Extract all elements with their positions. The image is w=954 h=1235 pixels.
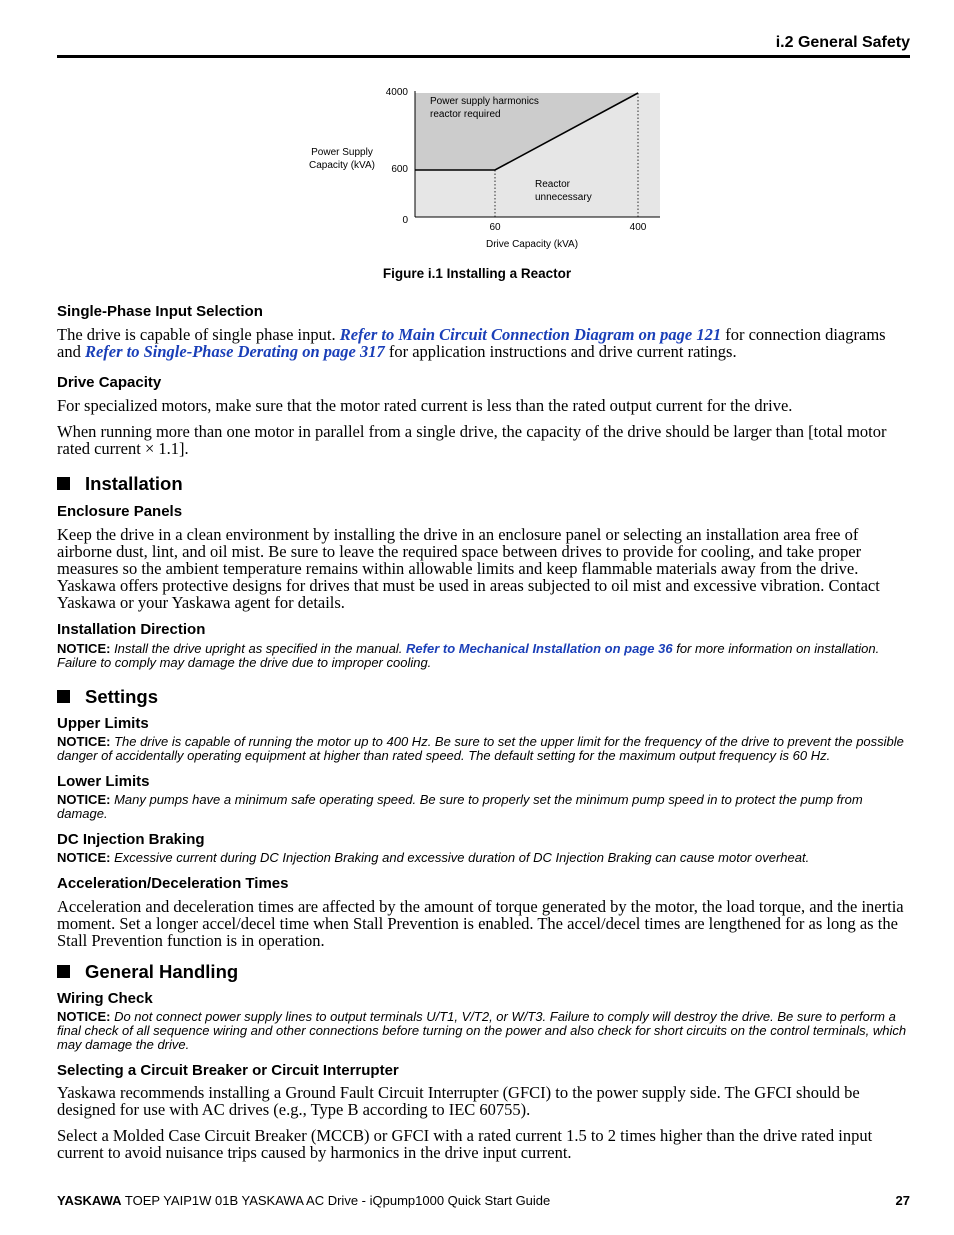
heading-drive-capacity: Drive Capacity: [57, 374, 162, 391]
notice-wiring-check: [57, 1010, 910, 1052]
text-run: Excessive current during DC Injection Braking and excessive duration of DC Injection Braking can cause motor overheat.: [110, 850, 810, 865]
heading-enclosure-panels: Enclosure Panels: [57, 503, 183, 520]
heading-settings-label: Settings: [85, 686, 158, 707]
link-mechanical-installation[interactable]: Refer to Mechanical Installation on page 36: [406, 641, 673, 656]
text-run: Do not connect power supply lines to output terminals U/T1, V/T2, or W/T3. Failure to comply will destroy the drive. Be sure to perform a final check of all sequence wiring and other connections before turning on the power and also check for short circuits on the control terminals, which may damage the drive.: [57, 1009, 907, 1052]
heading-wiring-check: Wiring Check: [57, 990, 153, 1007]
y-axis-label: Power Supply: [311, 147, 373, 158]
text-run: Install the drive upright as specified in the manual.: [110, 641, 407, 656]
heading-circuit-breaker: Selecting a Circuit Breaker or Circuit Interrupter: [57, 1062, 399, 1079]
y-tick-label: 600: [391, 164, 408, 175]
page-footer: [57, 1193, 910, 1208]
section-bullet-icon: [57, 477, 70, 490]
region-label-required: Power supply harmonics: [430, 96, 539, 107]
footer-brand: YASKAWA: [57, 1193, 122, 1208]
heading-lower-limits: Lower Limits: [57, 773, 150, 790]
page-number: 27: [895, 1193, 910, 1208]
section-bullet-icon: [57, 690, 70, 703]
paragraph-breaker-2: Select a Molded Case Circuit Breaker (MCCB) or GFCI with a rated current 1.5 to 2 times higher than the drive rated input current to avoid nuisance trips caused by harmonics in the drive input current.: [57, 1126, 873, 1162]
paragraph-breaker-1: Yaskawa recommends installing a Ground Fault Circuit Interrupter (GFCI) to the power supply side. The GFCI should be designed for use with AC drives (e.g., Type B according to IEC 60755).: [57, 1083, 860, 1119]
text-run: The drive is capable of single phase input.: [57, 325, 340, 344]
reactor-chart-svg: [290, 85, 680, 255]
section-title: i.2 General Safety: [775, 34, 910, 51]
heading-installation: [57, 473, 910, 495]
heading-settings: [57, 686, 910, 708]
y-axis-label: Capacity (kVA): [309, 160, 375, 171]
text-run: Many pumps have a minimum safe operating speed. Be sure to properly set the minimum pump speed in to protect the pump from damage.: [57, 792, 863, 821]
y-tick-label: 4000: [385, 87, 408, 98]
notice-label: NOTICE:: [57, 641, 111, 656]
paragraph-single-phase: [57, 326, 910, 360]
link-main-circuit-diagram[interactable]: Refer to Main Circuit Connection Diagram on page 121: [339, 325, 722, 344]
heading-single-phase: Single-Phase Input Selection: [57, 303, 263, 320]
heading-general-handling: [57, 961, 910, 983]
text-run: for connection diagrams and: [57, 325, 886, 361]
paragraph-accel-decel: Acceleration and deceleration times are affected by the amount of torque generated by the motor, the load torque, and the inertia moment. Set a longer accel/decel time when Stall Prevention is enabled. The accel/decel times are lengthened for as long as the Stall Prevention function is in operation.: [57, 897, 904, 950]
heading-general-handling-label: General Handling: [85, 961, 239, 982]
notice-installation-direction: [57, 642, 910, 670]
text-run: The drive is capable of running the motor up to 400 Hz. Be sure to set the upper limit for the frequency of the drive to prevent the possible danger of accidentally operating equipment at higher than rated speed. The default setting for the maximum output frequency is 60 Hz.: [57, 734, 904, 763]
notice-upper-limits: [57, 735, 910, 763]
notice-label: NOTICE:: [57, 850, 111, 865]
notice-label: NOTICE:: [57, 792, 111, 807]
region-label-unnecessary: unnecessary: [535, 192, 592, 203]
footer-doc-title: TOEP YAIP1W 01B YASKAWA AC Drive - iQpump1000 Quick Start Guide: [121, 1193, 551, 1208]
figure-caption: Figure i.1 Installing a Reactor: [382, 266, 572, 281]
main-content: [57, 303, 910, 1161]
notice-label: NOTICE:: [57, 734, 111, 749]
region-label-required: reactor required: [430, 109, 501, 120]
heading-installation-direction: Installation Direction: [57, 621, 206, 638]
section-bullet-icon: [57, 965, 70, 978]
paragraph-enclosure: Keep the drive in a clean environment by installing the drive in an enclosure panel or selecting an installation area free of airborne dust, lint, and oil mist. Be sure to leave the required space between drives to provide for cooling, and take proper measures so the ambient temperature remains within allowable limits and keep flammable materials away from the drive. Yaskawa offers protective designs for drives that must be used in areas subjected to oil mist and excessive vibration. Contact Yaskawa or your Yaskawa agent for details.: [57, 525, 880, 612]
page-header: [57, 33, 910, 58]
x-tick-label: 400: [629, 222, 647, 233]
reactor-chart: [290, 85, 680, 255]
heading-dc-injection: DC Injection Braking: [57, 831, 205, 848]
paragraph-drive-capacity-1: For specialized motors, make sure that the motor rated current is less than the rated output current for the drive.: [57, 396, 793, 415]
notice-dc-injection: [57, 851, 910, 865]
region-label-unnecessary: Reactor: [535, 179, 571, 190]
paragraph-drive-capacity-2: When running more than one motor in parallel from a single drive, the capacity of the drive should be larger than [total motor rated current × 1.1].: [57, 422, 887, 458]
heading-accel-decel: Acceleration/Deceleration Times: [57, 875, 289, 892]
notice-label: NOTICE:: [57, 1009, 111, 1024]
notice-lower-limits: [57, 793, 910, 821]
y-tick-label: 0: [402, 215, 408, 226]
heading-installation-label: Installation: [85, 473, 183, 494]
heading-upper-limits: Upper Limits: [57, 715, 149, 732]
text-run: for application instructions and drive current ratings.: [384, 342, 737, 361]
link-single-phase-derating[interactable]: Refer to Single-Phase Derating on page 317: [84, 342, 385, 361]
x-axis-label: Drive Capacity (kVA): [485, 239, 579, 250]
x-tick-label: 60: [489, 222, 501, 233]
text-run: for more information on installation. Failure to comply may damage the drive due to improper cooling.: [57, 641, 880, 670]
